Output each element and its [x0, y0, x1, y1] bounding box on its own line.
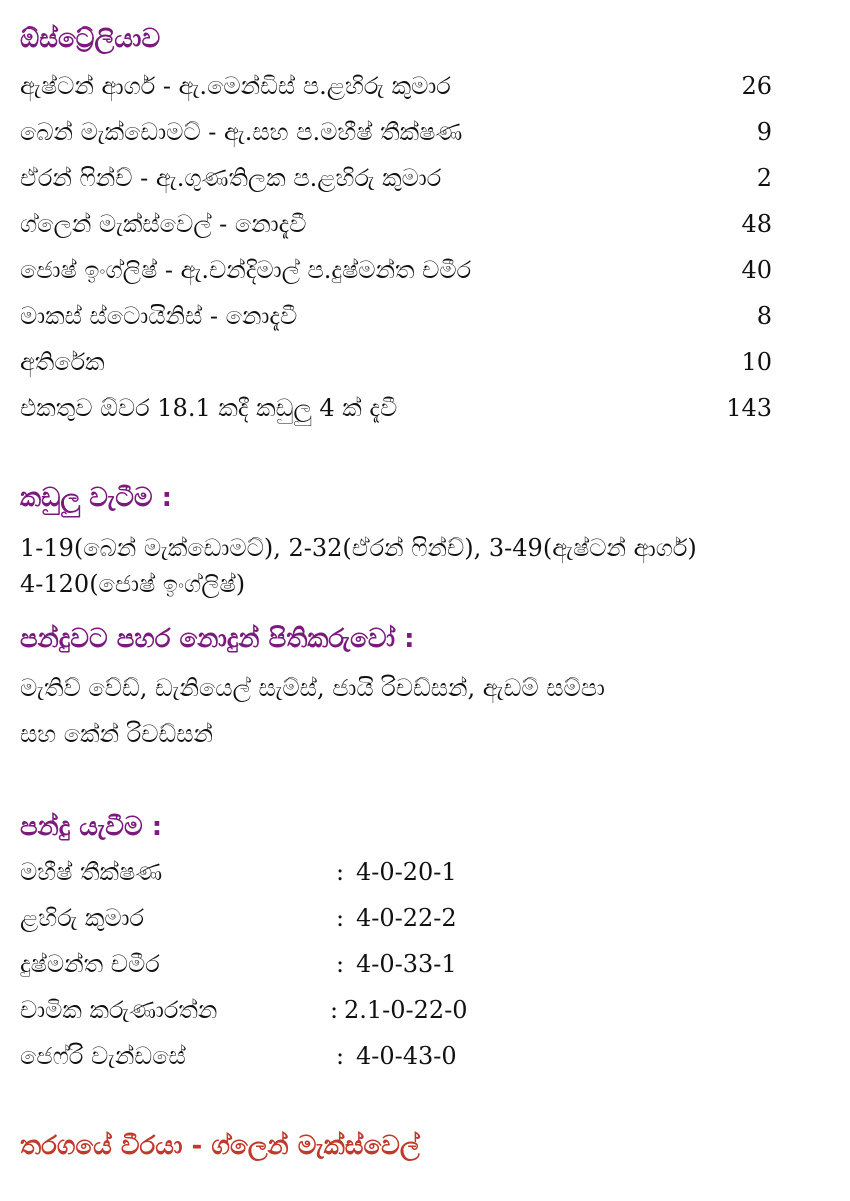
bowling-figures: 4-0-20-1 [356, 858, 457, 886]
bowling-row [20, 1036, 540, 1076]
batsman-dismissal: බෙන් මැක්ඩොමට් - ඇ.සහ ප.මහීෂ් තීක්ෂණ [20, 118, 463, 146]
batting-row [20, 204, 772, 244]
extras-label: අතිරේක [20, 348, 105, 376]
bowler-name: මහීෂ් තීක්ෂණ [20, 858, 163, 886]
bowling-separator: : [330, 996, 339, 1024]
batting-row [20, 66, 772, 106]
bowling-separator: : [336, 950, 345, 978]
batting-row [20, 158, 772, 198]
fall-of-wickets-heading: කඩුලු වැටීම : [20, 483, 173, 513]
bowler-name: ළහිරු කුමාර [20, 904, 145, 932]
batsman-runs: 9 [756, 118, 772, 146]
batsman-runs: 48 [741, 210, 772, 238]
batsman-dismissal: ජොෂ් ඉංග්ලිෂ් - ඇ.චන්දිමාල් ප.දුෂ්මන්ත චමීර [20, 256, 472, 284]
bowling-figures: 2.1-0-22-0 [344, 996, 468, 1024]
batsman-dismissal: ඒරන් ෆින්ච් - ඇ.ගුණතිලක ප.ළහිරු කුමාර [20, 164, 442, 192]
did-not-bat-line: මැතිව් වේඩ්, ඩැනියෙල් සැම්ස්, ජායි රිචඩ්සන්, ඇඩම් සම්පා [20, 674, 605, 702]
batting-team-heading: ඕස්ට්‍රේලියාව [20, 24, 161, 54]
bowling-row [20, 852, 540, 892]
bowling-row [20, 898, 540, 938]
batting-row [20, 296, 772, 336]
bowler-name: දුෂ්මන්ත චමීර [20, 950, 160, 978]
did-not-bat-line: සහ කේන් රිචඩ්සන් [20, 720, 214, 748]
bowling-figures: 4-0-33-1 [356, 950, 457, 978]
bowling-figures: 4-0-22-2 [356, 904, 457, 932]
bowler-name: චාමික කරුණාරත්න [20, 996, 218, 1024]
batting-row [20, 112, 772, 152]
batsman-dismissal: ග්ලෙන් මැක්ස්වෙල් - නොදැවී [20, 210, 307, 238]
total-label: එකතුව ඕවර 18.1 කදී කඩුලු 4 ක් දැවී [20, 394, 398, 422]
fall-of-wickets-line: 4-120(ජොෂ් ඉංග්ලිෂ්) [20, 570, 246, 598]
bowler-name: ජෙෆ්රි වැන්ඩසේ [20, 1042, 186, 1070]
extras-runs: 10 [741, 348, 772, 376]
fall-of-wickets-line: 1-19(බෙන් මැක්ඩොමට්), 2-32(ඒරන් ෆින්ච්), 3-49(ඇෂ්ටන් ආගර්) [20, 534, 697, 562]
bowling-figures: 4-0-43-0 [356, 1042, 457, 1070]
total-runs: 143 [726, 394, 772, 422]
batsman-runs: 26 [741, 72, 772, 100]
bowling-separator: : [336, 904, 345, 932]
batsman-dismissal: මාකස් ස්ටොයිනිස් - නොදැවී [20, 302, 298, 330]
batsman-runs: 8 [756, 302, 772, 330]
bowling-separator: : [336, 858, 345, 886]
bowling-heading: පන්දු යැවීම : [20, 812, 163, 842]
man-of-match: තරගයේ වීරයා - ග්ලෙන් මැක්ස්වෙල් [20, 1131, 420, 1161]
bowling-row [20, 944, 540, 984]
did-not-bat-heading: පන්දුවට පහර නොදුන් පිතිකරුවෝ : [20, 624, 415, 654]
bowling-separator: : [336, 1042, 345, 1070]
extras-row [20, 342, 772, 382]
batsman-dismissal: ඇෂ්ටන් ආගර් - ඇ.මෙන්ඩිස් ප.ළහිරු කුමාර [20, 72, 451, 100]
bowling-row [20, 990, 540, 1030]
batsman-runs: 2 [756, 164, 772, 192]
batting-row [20, 250, 772, 290]
total-row [20, 388, 772, 428]
batsman-runs: 40 [741, 256, 772, 284]
